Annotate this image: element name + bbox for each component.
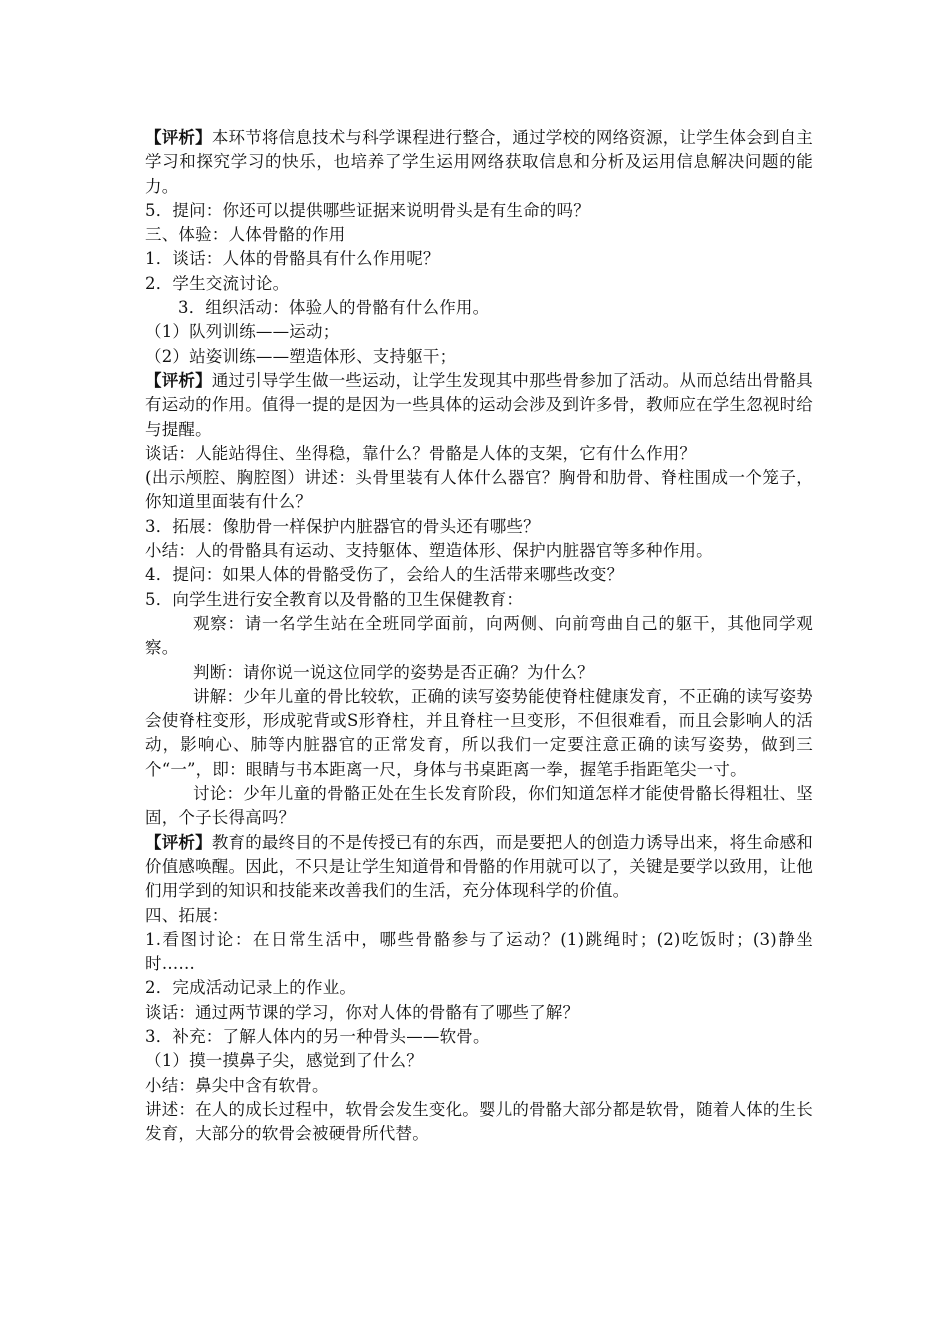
paragraph: 2．学生交流讨论。: [145, 273, 290, 293]
comment-label: 【评析】: [145, 832, 212, 852]
paragraph: （1）队列训练——运动；: [145, 322, 340, 342]
paragraph-text: 教育的最终目的不是传授已有的东西，而是要把人的创造力诱导出来，将生命感和价值感唤醒。因此，不只是让学生知道骨和骨骼的作用就可以了，关键是要学以致用，让他们用学到的知识和技能来改善我们的生活，充分体现科学的价值。: [145, 832, 814, 901]
paragraph: 小结：人的骨骼具有运动、支持躯体、塑造体形、保护内脏器官等多种作用。: [145, 541, 713, 561]
section-heading-3: 三、体验：人体骨骼的作用: [145, 225, 346, 245]
paragraph: 谈话：通过两节课的学习，你对人体的骨骼有了哪些了解？: [145, 1002, 580, 1022]
paragraph: 观察：请一名学生站在全班同学面前，向两侧、向前弯曲自己的躯干，其他同学观察。: [145, 613, 813, 658]
section-heading-4: 四、拓展：: [145, 905, 229, 925]
paragraph: 讲解：少年儿童的骨比较软，正确的读写姿势能使脊柱健康发育，不正确的读写姿势会使脊柱变形，形成驼背或S形脊柱，并且脊柱一旦变形，不但很难看，而且会影响人的活动，影响心、肺等内脏器官的正常发育，所以我们一定要注意正确的读写姿势，做到三个“一”，即：眼睛与书本距离一尺，身体与书桌距离一拳，握笔手指距笔尖一寸。: [145, 686, 813, 779]
paragraph: 3．组织活动：体验人的骨骼有什么作用。: [178, 298, 490, 318]
paragraph-text: 本环节将信息技术与科学课程进行整合，通过学校的网络资源，让学生体会到自主学习和探究学习的快乐，也培养了学生运用网络获取信息和分析及运用信息解决问题的能力。: [145, 128, 814, 196]
comment-label: 【评析】: [145, 370, 212, 390]
paragraph: 5．提问：你还可以提供哪些证据来说明骨头是有生命的吗？: [145, 200, 590, 220]
document-body: [145, 126, 813, 1146]
paragraph: 4．提问：如果人体的骨骼受伤了，会给人的生活带来哪些改变？: [145, 565, 624, 585]
paragraph: 1．谈话：人体的骨骼具有什么作用呢？: [145, 249, 440, 269]
paragraph: 讨论：少年儿童的骨骼正处在生长发育阶段，你们知道怎样才能使骨骼长得粗壮、坚固，个子长得高吗？: [145, 784, 813, 828]
paragraph: (出示颅腔、胸腔图）讲述：头骨里装有人体什么器官？胸骨和肋骨、脊柱围成一个笼子，你知道里面装有什么？: [145, 468, 813, 512]
comment-paragraph-1: [145, 126, 813, 199]
comment-paragraph-3: [145, 831, 813, 904]
paragraph: （2）站姿训练——塑造体形、支持躯干；: [145, 346, 457, 366]
comment-label: 【评析】: [145, 128, 212, 147]
paragraph: 谈话：人能站得住、坐得稳，靠什么？骨骼是人体的支架，它有什么作用？: [145, 443, 697, 463]
paragraph: 小结：鼻尖中含有软骨。: [145, 1075, 329, 1095]
paragraph-text: 通过引导学生做一些运动，让学生发现其中那些骨参加了活动。从而总结出骨骼具有运动的作用。值得一提的是因为一些具体的运动会涉及到许多骨，教师应在学生忽视时给与提醒。: [145, 370, 814, 439]
paragraph: 判断：请你说一说这位同学的姿势是否正确？为什么？: [193, 662, 594, 682]
paragraph: 1.看图讨论：在日常生活中，哪些骨骼参与了运动？(1)跳绳时；(2)吃饭时；(3)静坐时……: [145, 929, 813, 974]
paragraph: 3．补充：了解人体内的另一种骨头——软骨。: [145, 1026, 490, 1046]
paragraph: 2．完成活动记录上的作业。: [145, 978, 357, 998]
comment-paragraph-2: [145, 369, 813, 442]
paragraph: 讲述：在人的成长过程中，软骨会发生变化。婴儿的骨骼大部分都是软骨，随着人体的生长发育，大部分的软骨会被硬骨所代替。: [145, 1099, 813, 1144]
paragraph: （1）摸一摸鼻子尖，感觉到了什么？: [145, 1051, 423, 1071]
paragraph: 5．向学生进行安全教育以及骨骼的卫生保健教育：: [145, 589, 524, 609]
paragraph: 3．拓展：像肋骨一样保护内脏器官的骨头还有哪些？: [145, 516, 540, 536]
